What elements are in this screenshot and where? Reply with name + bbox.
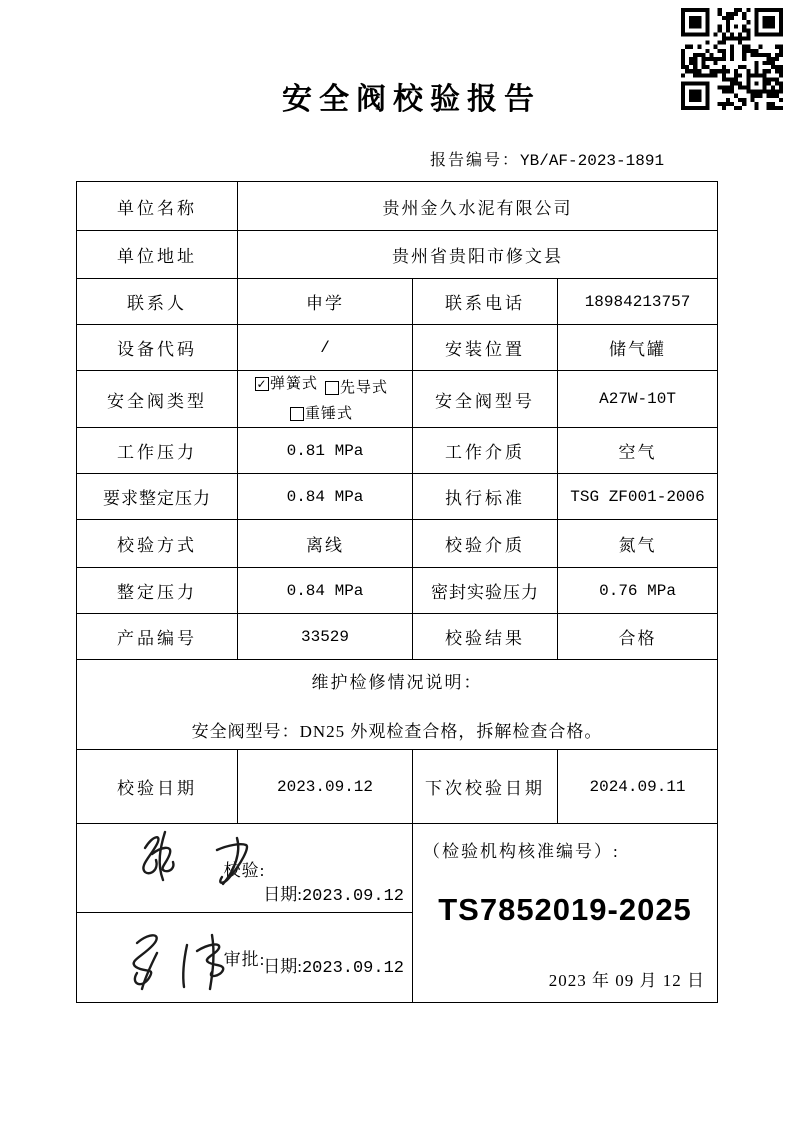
option-weight: [290, 403, 353, 425]
standard-value: TSG ZF001-2006: [558, 474, 718, 520]
unit-address-value: 贵州省贵阳市修文县: [238, 231, 718, 279]
approver-signature-cell: [77, 913, 413, 1003]
table-row: [77, 325, 718, 371]
check-mark: ✓: [256, 377, 268, 391]
approver-date: [263, 952, 404, 978]
report-number-value: YB/AF-2023-1891: [520, 152, 665, 170]
table-row: [77, 614, 718, 660]
seal-test-pressure-label: 密封实验压力: [413, 568, 558, 614]
checkbox-unchecked-icon: [290, 407, 304, 421]
date-label: 日期:: [263, 885, 302, 904]
date-label: 日期:: [263, 957, 302, 976]
org-approval-date: 2023 年 09 月 12 日: [548, 971, 706, 990]
verifier-label: 校验:: [223, 860, 266, 880]
phone-value: 18984213757: [558, 279, 718, 325]
verify-date-value: 2023.09.12: [238, 750, 413, 824]
verify-medium-value: 氮气: [558, 520, 718, 568]
phone-label: 联系电话: [413, 279, 558, 325]
required-set-pressure-label: 要求整定压力: [77, 474, 238, 520]
table-row: [77, 520, 718, 568]
verifier-row: [77, 824, 718, 913]
unit-name-value: 贵州金久水泥有限公司: [238, 182, 718, 231]
set-pressure-label: 整定压力: [77, 568, 238, 614]
verifier-date-value: 2023.09.12: [301, 887, 404, 906]
device-code-value: /: [238, 325, 413, 371]
device-code-label: 设备代码: [77, 325, 238, 371]
option-pilot: [325, 377, 388, 399]
table-row: [77, 231, 718, 279]
verify-date-label: 校验日期: [77, 750, 238, 824]
option-weight-label: 重锤式: [304, 406, 353, 422]
set-pressure-value: 0.84 MPa: [238, 568, 413, 614]
table-row: [77, 428, 718, 474]
maintenance-note-title: 维护检修情况说明：: [311, 672, 483, 692]
install-position-label: 安装位置: [413, 325, 558, 371]
unit-name-label: 单位名称: [77, 182, 238, 231]
verify-result-label: 校验结果: [413, 614, 558, 660]
report-table: [76, 181, 718, 1003]
work-pressure-value: 0.81 MPa: [238, 428, 413, 474]
option-spring: [255, 373, 318, 395]
approver-date-value: 2023.09.12: [301, 959, 404, 978]
install-position-value: 储气罐: [558, 325, 718, 371]
product-number-label: 产品编号: [77, 614, 238, 660]
valve-model-value: A27W-10T: [558, 371, 718, 428]
org-approval-label: （检验机构核准编号）:: [423, 842, 620, 861]
checkbox-unchecked-icon: [325, 381, 339, 395]
org-approval-number: TS7852019-2025: [438, 892, 692, 927]
option-pilot-label: 先导式: [340, 380, 389, 396]
product-number-value: 33529: [238, 614, 413, 660]
table-row: [77, 750, 718, 824]
work-pressure-label: 工作压力: [77, 428, 238, 474]
report-number: [430, 147, 664, 170]
page-title: 安全阀校验报告: [282, 83, 541, 116]
verify-result-value: 合格: [558, 614, 718, 660]
table-row: [77, 474, 718, 520]
required-set-pressure-value: 0.84 MPa: [238, 474, 413, 520]
checkbox-checked-icon: [255, 377, 269, 391]
work-medium-label: 工作介质: [413, 428, 558, 474]
table-row: [77, 660, 718, 750]
table-row: [77, 279, 718, 325]
verify-medium-label: 校验介质: [413, 520, 558, 568]
standard-label: 执行标准: [413, 474, 558, 520]
org-approval-cell: [413, 824, 718, 1003]
unit-address-label: 单位地址: [77, 231, 238, 279]
approver-signature: [115, 923, 285, 997]
maintenance-note-text: 安全阀型号：DN25 外观检查合格，拆解检查合格。: [191, 721, 603, 741]
valve-type-label: 安全阀类型: [77, 371, 238, 428]
table-row: [77, 182, 718, 231]
verifier-date: [263, 880, 404, 906]
contact-label: 联系人: [77, 279, 238, 325]
verifier-signature-cell: [77, 824, 413, 913]
table-row: [77, 371, 718, 428]
verify-method-label: 校验方式: [77, 520, 238, 568]
table-row: [77, 568, 718, 614]
verify-method-value: 离线: [238, 520, 413, 568]
work-medium-value: 空气: [558, 428, 718, 474]
report-number-label: 报告编号：: [430, 152, 521, 169]
next-verify-date-label: 下次校验日期: [413, 750, 558, 824]
contact-value: 申学: [238, 279, 413, 325]
seal-test-pressure-value: 0.76 MPa: [558, 568, 718, 614]
approver-label: 审批:: [223, 950, 266, 969]
next-verify-date-value: 2024.09.11: [558, 750, 718, 824]
valve-type-options: [238, 371, 413, 428]
maintenance-note: [77, 660, 718, 750]
valve-model-label: 安全阀型号: [413, 371, 558, 428]
option-spring-label: 弹簧式: [269, 376, 318, 392]
